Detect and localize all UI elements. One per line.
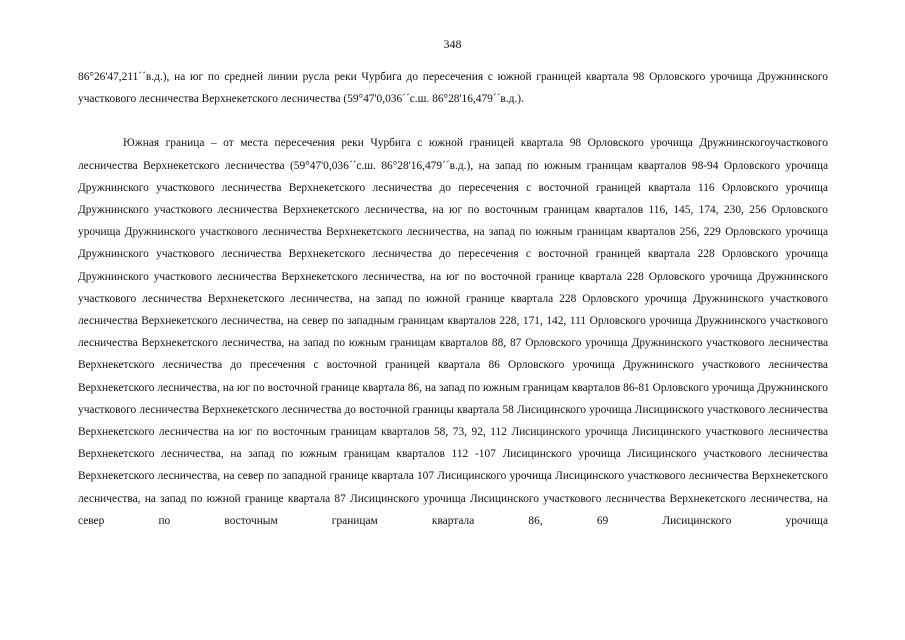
document-body <box>78 66 828 532</box>
paragraph-northern-boundary-end: 86°26'47,211´´в.д.), на юг по средней линии русла реки Чурбига до пересечения с южной границей квартала 98 Орловского урочища Дружнинского участкового лесничества Верхнекетского лесничества (59°47'0,036´´с.ш. 86°28'16,479´´в.д.). <box>78 71 828 106</box>
paragraph-southern-boundary: Южная граница – от места пересечения реки Чурбига с южной границей квартала 98 Орловского урочища Дружнинскогоучасткового лесничества Верхнекетского лесничества (59°47'0,036´´с.ш. 86°28'16,479´´в.д.), на запад по южным границам кварталов 98-94 Орловского урочища Дружнинского участкового лесничества Верхнекетского лесничества до пересечения с восточной границей квартала 116 Орловского урочища Дружнинского участкового лесничества Верхнекетского лесничества, на юг по восточным границам кварталов 116, 145, 174, 230, 256 Орловского урочища Дружнинского участкового лесничества Верхнекетского лесничества, на запад по южным границам кварталов 256, 229 Орловского урочища Дружнинского участкового лесничества Верхнекетского лесничества до пересечения с восточной границей квартала 228 Орловского урочища Дружнинского участкового лесничества Верхнекетского лесничества, на юг по восточной границе квартала 228 Орловского урочища Дружнинского участкового лесничества Верхнекетского лесничества, на запад по южной границе квартала 228 Орловского урочища Дружнинского участкового лесничества Верхнекетского лесничества, на север по западным границам кварталов 228, 171, 142, 111 Орловского урочища Дружнинского участкового лесничества Верхнекетского лесничества, на запад по южным границам кварталов 88, 87 Орловского урочища Дружнинского участкового лесничества Верхнекетского лесничества до пресечения с восточной границей квартала 86 Орловского урочища Дружнинского участкового лесничества Верхнекетского лесничества, на юг по восточной границе квартала 86, на запад по южным границам кварталов 86-81 Орловского урочища Дружнинского участкового лесничества Верхнекетского лесничества до восточной границы квартала 58 Лисицинского урочища Лисицинского участкового лесничества Верхнекетского лесничества на юг по восточным границам кварталов 58, 73, 92, 112 Лисицинского урочища Лисицинского участкового лесничества Верхнекетского лесничества, на запад по южным границам кварталов 112 -107 Лисицинского урочища Лисицинского участкового лесничества Верхнекетского лесничества, на север по западной границе квартала 107 Лисицинского урочища Лисицинского участкового лесничества Верхнекетского лесничества, на запад по южной границе квартала 87 Лисицинского урочища Лисицинского участкового лесничества Верхнекетского лесничества, на север по восточным границам квартала 86, 69 Лисицинского урочища <box>78 137 828 527</box>
page-number: 348 <box>443 37 462 51</box>
